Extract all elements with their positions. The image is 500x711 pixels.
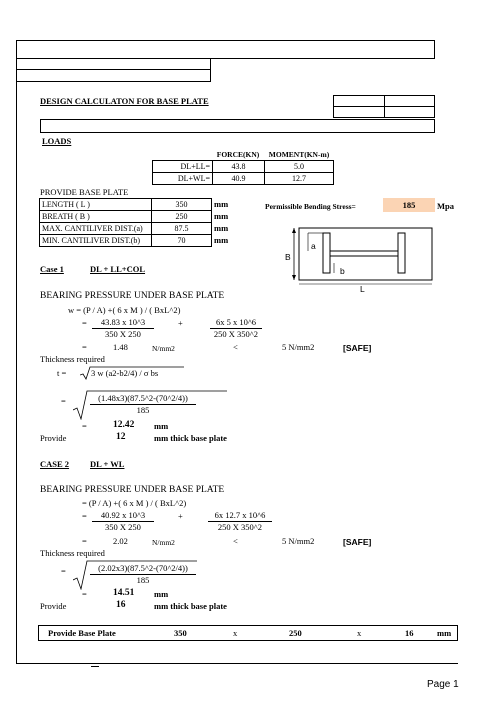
case1-t-eq: t = [57,368,67,378]
case1-frac1-den: 350 X 250 [105,329,141,339]
title-box-4 [384,106,435,118]
summary-breadth: 250 [289,628,302,638]
stress-unit: Mpa [437,201,454,211]
case1-frac1-num: 43.83 x 10^3 [92,317,154,329]
loads-heading: LOADS [42,136,72,146]
case2-w-unit: N/mm2 [152,538,175,547]
case2-result: 14.51 [113,588,135,598]
case1-provide: Provide [40,433,67,443]
case1-sub-num: (1.48x3)(87.5^2-(70^2/4)) [90,393,196,405]
case1-result-unit: mm [154,421,169,431]
case1-formula: w = (P / A) +( 6 x M ) / ( BxL^2) [68,305,181,315]
plate-value-2: 250 [151,210,212,223]
summary-x2: x [357,628,362,638]
title-box-wide [40,119,435,133]
plate-value-3: 87.5 [151,222,212,235]
case1-eq2: = [82,342,87,352]
case2-lt: < [233,536,238,546]
case1-frac2-den: 250 X 350^2 [213,329,259,339]
diagram-label-L: L [360,284,365,294]
case1-frac2 [210,317,262,340]
header-box-1 [16,40,435,59]
summary-thick: 16 [405,628,414,638]
case1-safe: [SAFE] [343,343,372,353]
summary-unit: mm [437,628,452,638]
case2-result-unit: mm [154,589,169,599]
case1-eq3: = [61,396,66,406]
case2-frac1-den: 350 X 250 [105,522,141,532]
case2-provide: Provide [40,601,67,611]
stress-label: Permissible Bending Stress= [265,202,356,211]
case1-frac1 [92,317,154,340]
load-moment-1: 5.0 [264,160,334,173]
case2-eq2: = [82,536,87,546]
case1-result: 12.42 [113,420,135,430]
case2-frac1-num: 40.92 x 10^3 [92,510,154,522]
case1-plus: + [178,318,183,328]
case2-title: CASE 2 [40,459,70,469]
case2-frac1 [92,510,154,533]
case1-thk-req: Thickness required [40,354,105,364]
case2-sub-frac [90,563,196,586]
plate-unit-4: mm [214,235,229,245]
col-moment-header: MOMENT(KN-m) [268,150,330,159]
case2-provide-txt: mm thick base plate [154,601,227,611]
header-box-3 [16,69,211,82]
left-border [16,40,17,663]
case2-thk-req: Thickness required [40,548,105,558]
case2-eq4: = [82,589,87,599]
plate-label-2: BREATH ( B ) [39,210,152,223]
case2-eq: = [82,511,87,521]
plate-label-4: MIN. CANTILIVER DIST.(b) [39,234,152,247]
case2-frac2-num: 6x 12.7 x 10^6 [208,510,272,522]
case1-sub-den: 185 [136,405,150,415]
plate-unit-1: mm [214,199,229,209]
plate-heading: PROVIDE BASE PLATE [40,187,129,197]
case2-sub-num: (2.02x3)(87.5^2-(70^2/4)) [90,563,196,575]
case1-eq4: = [82,421,87,431]
case1-allow: 5 N/mm2 [282,342,315,352]
diagram-label-a: a [311,241,316,251]
column-web [330,251,398,256]
case2-w-value: 2.02 [113,536,128,546]
page-number: Page 1 [427,679,459,690]
case2-safe: [SAFE] [343,537,372,547]
summary-length: 350 [174,628,187,638]
plate-label-3: MAX. CANTILIVER DIST.(a) [39,222,152,235]
case2-provide-val: 16 [116,600,126,610]
case2-combo: DL + WL [90,459,125,469]
plate-value-4: 70 [151,234,212,247]
case2-sub-den: 185 [136,575,150,585]
case2-plus: + [178,511,183,521]
case1-provide-txt: mm thick base plate [154,433,227,443]
case1-lt: < [233,342,238,352]
case1-bearing: BEARING PRESSURE UNDER BASE PLATE [40,291,225,301]
column-flange-left [323,233,330,273]
load-label-1: DL+LL= [152,160,213,173]
plate-value-1: 350 [151,198,212,211]
case1-eq: = [82,318,87,328]
case1-w-value: 1.48 [113,342,128,352]
bottom-line [16,663,458,664]
case1-sub-frac [90,393,196,416]
case1-frac2-num: 6x 5 x 10^6 [210,317,262,329]
plate-label-1: LENGTH ( L ) [39,198,152,211]
stress-value: 185 [383,198,435,212]
column-flange-right [398,233,405,273]
col-force-header: FORCE(KN) [216,150,260,159]
case1-title: Case 1 [40,264,64,274]
case1-combo: DL + LL+COL [90,264,146,274]
plate-unit-3: mm [214,223,229,233]
plate-unit-2: mm [214,211,229,221]
case2-eq3: = [61,566,66,576]
summary-x1: x [233,628,238,638]
diagram-label-B: B [285,252,291,262]
summary-label: Provide Base Plate [48,628,116,638]
load-label-2: DL+WL= [152,172,213,185]
load-moment-2: 12.7 [264,172,334,185]
case2-frac2 [208,510,272,533]
case2-formula: = (P / A) +( 6 x M ) / ( BxL^2) [82,498,187,508]
load-force-2: 40.9 [212,172,265,185]
case2-bearing: BEARING PRESSURE UNDER BASE PLATE [40,485,225,495]
title-box-3 [333,106,385,118]
case1-w-unit: N/mm2 [152,344,175,353]
page-title: DESIGN CALCULATON FOR BASE PLATE [40,96,209,106]
diagram-label-b: b [340,266,345,276]
load-force-1: 43.8 [212,160,265,173]
case1-t-formula: 3 w (a2-b2/4) / σ bs [91,368,159,378]
case2-frac2-den: 250 X 350^2 [217,522,263,532]
case1-provide-val: 12 [116,432,126,442]
bottom-tick [91,666,99,667]
case2-allow: 5 N/mm2 [282,536,315,546]
